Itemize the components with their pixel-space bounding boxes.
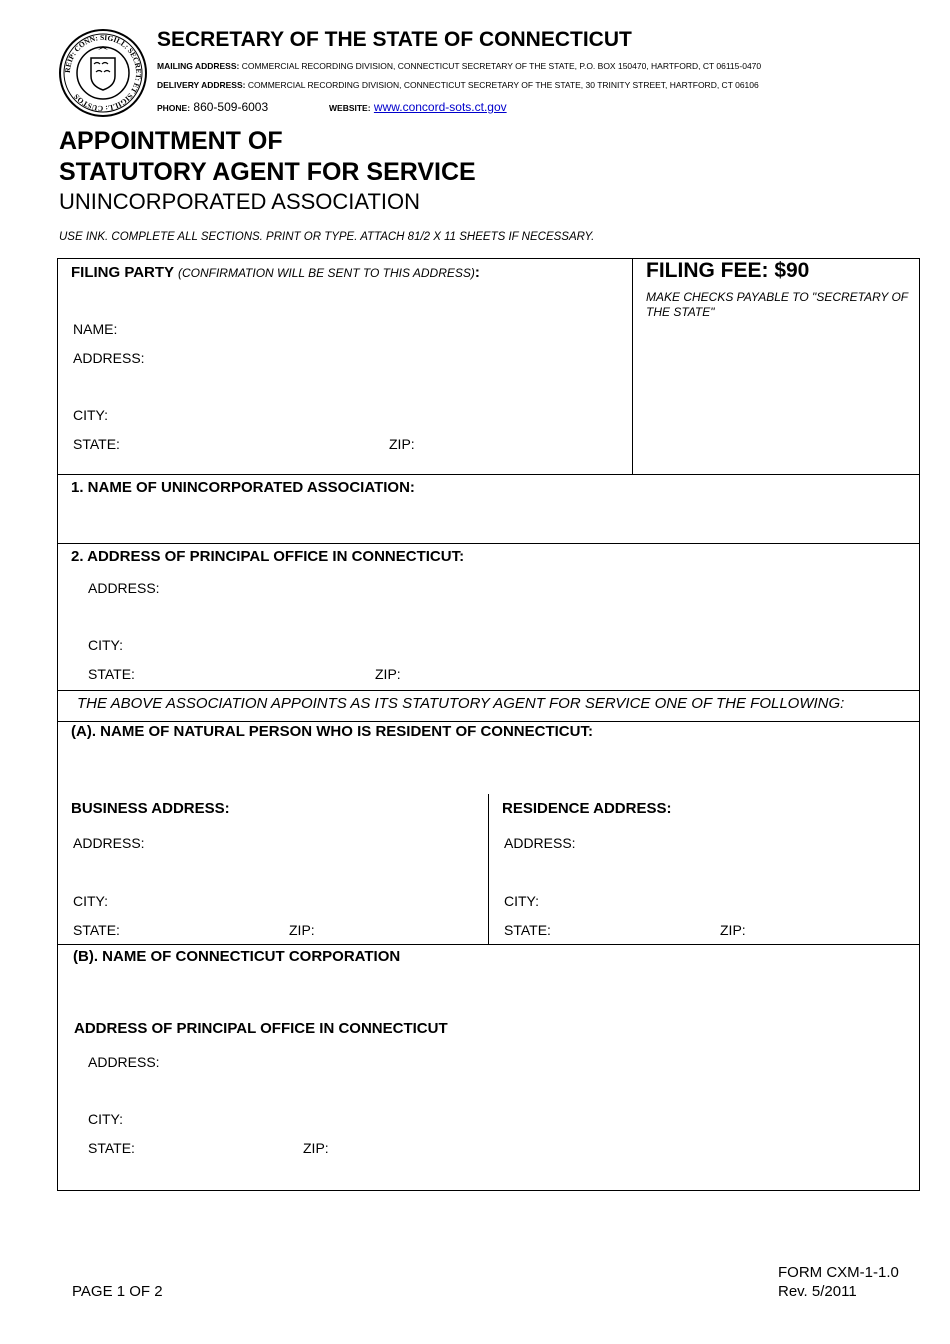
sectionB-address-label[interactable]: ADDRESS: [88,1054,160,1070]
business-state-label[interactable]: STATE: [73,922,120,938]
title-line-2: STATUTORY AGENT FOR SERVICE [59,158,476,186]
delivery-address [157,80,759,90]
residence-zip-label[interactable]: ZIP: [720,922,746,938]
seal-text: REIP: CONN: SIGILL: SECRET: ET SIGILL: CUSTOS [62,32,144,114]
instructions: USE INK. COMPLETE ALL SECTIONS. PRINT OR TYPE. ATTACH 81/2 X 11 SHEETS IF NECESSARY. [59,231,595,243]
subtitle: UNINCORPORATED ASSOCIATION [59,189,421,214]
business-address-label[interactable]: ADDRESS: [73,835,145,851]
title-line-1: APPOINTMENT OF [59,127,283,155]
section2-heading: 2. ADDRESS OF PRINCIPAL OFFICE IN CONNECTICUT: [71,548,465,565]
filing-party-city-label[interactable]: CITY: [73,407,109,423]
page-number: PAGE 1 OF 2 [72,1283,163,1300]
website-link[interactable]: www.concord-sots.ct.gov [373,100,507,114]
sectionB-city-label[interactable]: CITY: [88,1111,124,1127]
section2-address-label[interactable]: ADDRESS: [88,580,160,596]
sectionB-heading: (B). NAME OF CONNECTICUT CORPORATION [73,948,401,965]
section2-state-label[interactable]: STATE: [88,666,135,682]
phone [157,100,268,114]
phone-label: PHONE: [157,103,191,113]
section1-heading: 1. NAME OF UNINCORPORATED ASSOCIATION: [71,479,415,496]
filing-party-state-label[interactable]: STATE: [73,436,120,452]
residence-state-label[interactable]: STATE: [504,922,551,938]
filing-party-zip-label[interactable]: ZIP: [389,436,415,452]
mailing-address-value: COMMERCIAL RECORDING DIVISION, CONNECTICUT SECRETARY OF THE STATE, P.O. BOX 150470, HARTFORD, CT 06115-0470 [241,61,762,71]
form-number: FORM CXM-1-1.0 [778,1264,899,1281]
business-zip-label[interactable]: ZIP: [289,922,315,938]
filing-fee-note: MAKE CHECKS PAYABLE TO "SECRETARY OF THE STATE" [646,290,908,319]
sectionB-state-label[interactable]: STATE: [88,1140,135,1156]
business-city-label[interactable]: CITY: [73,893,109,909]
form-revision: Rev. 5/2011 [778,1283,857,1300]
filing-fee-heading: FILING FEE: $90 [646,259,810,282]
filing-party-note: (CONFIRMATION WILL BE SENT TO THIS ADDRESS) [177,266,475,280]
state-seal-logo [58,28,148,118]
appoint-statement: THE ABOVE ASSOCIATION APPOINTS AS ITS STATUTORY AGENT FOR SERVICE ONE OF THE FOLLOWING: [77,695,845,712]
delivery-address-value: COMMERCIAL RECORDING DIVISION, CONNECTICUT SECRETARY OF THE STATE, 30 TRINITY STREET, HARTFORD, CT 06106 [247,80,759,90]
website [329,100,507,114]
residence-address-heading: RESIDENCE ADDRESS: [502,800,672,817]
agency-title: SECRETARY OF THE STATE OF CONNECTICUT [157,28,632,51]
filing-party-heading [71,264,480,281]
website-label: WEBSITE: [329,103,371,113]
filing-party-address-label[interactable]: ADDRESS: [73,350,145,366]
filing-party-name-label[interactable]: NAME: [73,321,118,337]
business-address-heading: BUSINESS ADDRESS: [71,800,230,817]
mailing-address [157,61,761,71]
residence-address-label[interactable]: ADDRESS: [504,835,576,851]
sectionB-zip-label[interactable]: ZIP: [303,1140,329,1156]
sectionA-heading: (A). NAME OF NATURAL PERSON WHO IS RESIDENT OF CONNECTICUT: [71,723,593,740]
phone-value: 860-509-6003 [193,100,269,114]
sectionB-office-heading: ADDRESS OF PRINCIPAL OFFICE IN CONNECTICUT [74,1020,448,1037]
section2-zip-label[interactable]: ZIP: [375,666,401,682]
form-number-block [778,1263,899,1301]
filing-party-label: FILING PARTY [71,264,174,281]
delivery-address-label: DELIVERY ADDRESS: [157,80,246,90]
section2-city-label[interactable]: CITY: [88,637,124,653]
filing-party-colon: : [474,264,480,281]
mailing-address-label: MAILING ADDRESS: [157,61,240,71]
residence-city-label[interactable]: CITY: [504,893,540,909]
